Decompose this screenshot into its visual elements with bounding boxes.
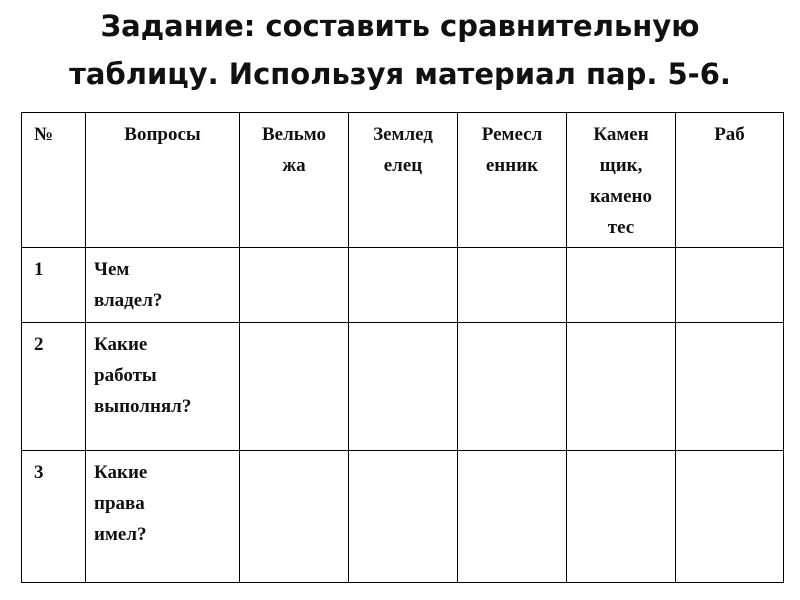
header-kamenshchik-line-1: Камен	[593, 124, 649, 145]
row-question-line: Чем	[94, 259, 130, 280]
empty-cell	[567, 451, 676, 583]
empty-cell	[567, 323, 676, 451]
empty-cell	[458, 248, 567, 323]
header-zemledelets-line-1: Землед	[373, 124, 433, 145]
row-number	[22, 323, 86, 451]
row-question-line: Какие	[94, 334, 148, 355]
title-line-2: таблицу. Используя материал пар. 5-6.	[69, 57, 731, 91]
header-number	[22, 113, 86, 248]
header-number-label: №	[34, 124, 54, 145]
header-velmozha-line-2: жа	[282, 155, 306, 176]
empty-cell	[458, 323, 567, 451]
row-question-line: права	[94, 493, 145, 514]
header-remeslennik-line-1: Ремесл	[481, 124, 543, 145]
empty-cell	[240, 323, 349, 451]
row-question-line: владел?	[94, 290, 163, 311]
empty-cell	[676, 248, 784, 323]
header-kamenshchik-line-2: щик,	[599, 155, 643, 176]
header-questions	[86, 113, 240, 248]
empty-cell	[240, 451, 349, 583]
empty-cell	[676, 451, 784, 583]
title-line-1: Задание: составить сравнительную	[100, 9, 700, 43]
empty-cell	[349, 323, 458, 451]
empty-cell	[676, 323, 784, 451]
table-row	[22, 451, 784, 583]
row-question	[86, 248, 240, 323]
row-question-line: работы	[94, 365, 157, 386]
empty-cell	[349, 451, 458, 583]
header-rab	[676, 113, 784, 248]
table-row	[22, 323, 784, 451]
header-remeslennik-line-2: енник	[485, 155, 539, 176]
row-number	[22, 451, 86, 583]
empty-cell	[567, 248, 676, 323]
table-header-row	[22, 113, 784, 248]
empty-cell	[349, 248, 458, 323]
row-question-line: имел?	[94, 524, 147, 545]
header-zemledelets	[349, 113, 458, 248]
page-title	[0, 2, 800, 98]
empty-cell	[458, 451, 567, 583]
table-row	[22, 248, 784, 323]
comparison-table	[21, 112, 784, 583]
header-kamenshchik-line-3: камено	[590, 186, 652, 207]
header-kamenshchik	[567, 113, 676, 248]
row-number-label: 1	[34, 259, 44, 280]
header-velmozha-line-1: Вельмо	[261, 124, 326, 145]
empty-cell	[240, 248, 349, 323]
header-questions-label: Вопросы	[124, 124, 201, 145]
row-number	[22, 248, 86, 323]
row-number-label: 2	[34, 334, 44, 355]
row-question-line: выполнял?	[94, 396, 192, 417]
header-rab-line-1: Раб	[714, 124, 745, 145]
header-kamenshchik-line-4: тес	[607, 217, 635, 238]
header-remeslennik	[458, 113, 567, 248]
row-question	[86, 451, 240, 583]
row-question-line: Какие	[94, 462, 148, 483]
row-question	[86, 323, 240, 451]
header-zemledelets-line-2: елец	[383, 155, 423, 176]
row-number-label: 3	[34, 462, 44, 483]
header-velmozha	[240, 113, 349, 248]
